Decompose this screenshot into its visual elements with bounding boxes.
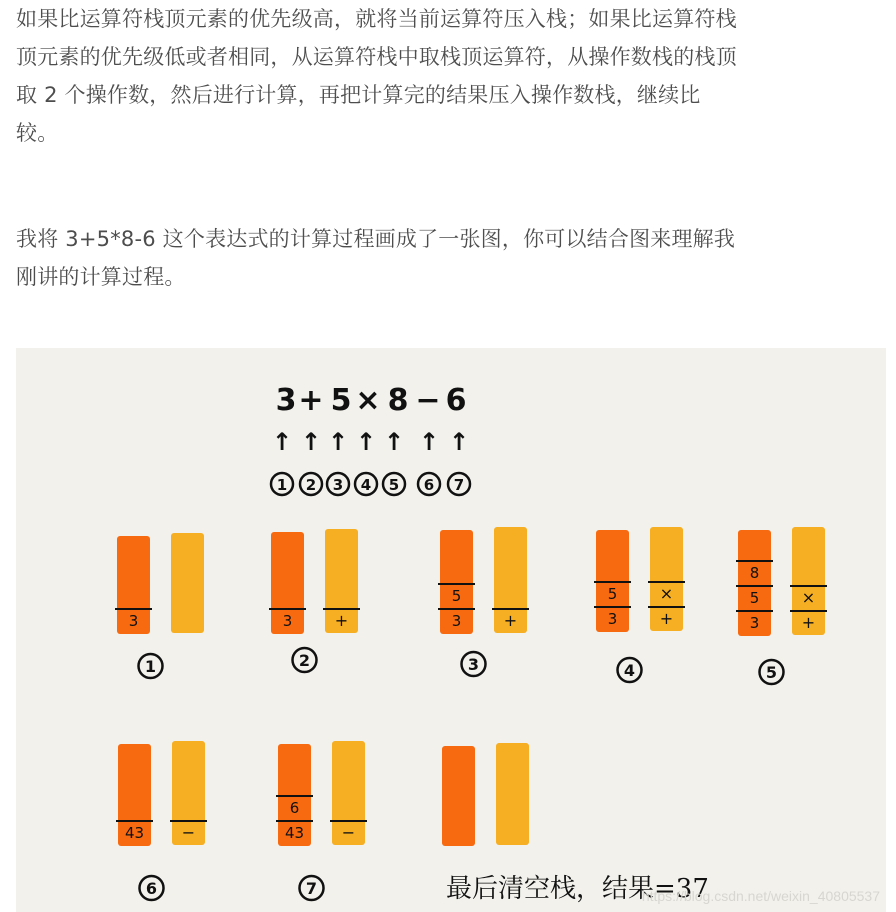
operand-value: 5: [749, 589, 760, 607]
step-number: 4: [360, 476, 372, 494]
operator-value: ×: [801, 588, 816, 607]
figure-canvas: [16, 348, 886, 912]
step-label: 7: [305, 879, 318, 898]
expression-token: 5: [330, 383, 352, 418]
step-number: 6: [423, 476, 435, 494]
operand-value: 3: [451, 612, 462, 630]
step-label: 3: [467, 655, 480, 674]
arrow-up-icon: ↑: [448, 428, 470, 456]
operand-value: 6: [289, 799, 300, 817]
text-line: 我将 3+5*8-6 这个表达式的计算过程画成了一张图，你可以结合图来理解我: [16, 227, 736, 251]
expression-token: 8: [387, 383, 409, 418]
operand-value: 5: [607, 585, 618, 603]
text-line: 刚讲的计算过程。: [16, 265, 186, 289]
step-label: 4: [623, 661, 636, 680]
stack-calculation-figure: [16, 348, 886, 912]
final-result-text: 最后清空栈，结果=37: [446, 874, 709, 904]
operand-value: 3: [607, 610, 618, 628]
operator-value: +: [503, 611, 518, 630]
operand-value: 5: [451, 587, 462, 605]
paragraph-operator-rule: [16, 0, 888, 152]
text-line: 顶元素的优先级低或者相同，从运算符栈中取栈顶运算符，从操作数栈的栈顶: [16, 45, 737, 69]
step-label: 2: [298, 651, 311, 670]
step-number: 7: [453, 476, 465, 494]
step-number: 1: [276, 476, 288, 494]
watermark-text: https://blog.csdn.net/weixin_40805537: [641, 888, 880, 904]
operator-value: +: [659, 609, 674, 628]
operand-value: 3: [282, 612, 293, 630]
operand-value: 3: [128, 612, 139, 630]
operand-value: 43: [124, 824, 145, 842]
operand-value: 3: [749, 614, 760, 632]
operator-stack: [171, 533, 204, 633]
text-line: 如果比运算符栈顶元素的优先级高，就将当前运算符压入栈；如果比运算符栈: [16, 7, 737, 31]
text-line: 较。: [16, 121, 59, 145]
expression-token: 6: [445, 383, 467, 418]
step-number: 5: [388, 476, 400, 494]
step-number: 3: [332, 476, 344, 494]
arrow-up-icon: ↑: [418, 428, 440, 456]
arrow-up-icon: ↑: [271, 428, 293, 456]
operator-value: −: [181, 823, 196, 842]
step-number: 2: [305, 476, 317, 494]
step-label: 5: [765, 663, 778, 682]
expression-token: ×: [355, 383, 381, 418]
expression-token: −: [415, 383, 441, 418]
operand-value: 8: [749, 564, 760, 582]
operand-value: 43: [284, 824, 305, 842]
text-line: 取 2 个操作数，然后进行计算，再把计算完的结果压入操作数栈，继续比: [16, 83, 701, 107]
expression-token: +: [298, 383, 324, 418]
operator-value: −: [341, 823, 356, 842]
arrow-up-icon: ↑: [383, 428, 405, 456]
operator-value: ×: [659, 584, 674, 603]
operand-stack: [442, 746, 475, 846]
expression-token: 3: [275, 383, 297, 418]
operator-value: +: [334, 611, 349, 630]
arrow-up-icon: ↑: [300, 428, 322, 456]
arrow-up-icon: ↑: [327, 428, 349, 456]
step-label: 1: [144, 657, 157, 676]
paragraph-figure-intro: [16, 220, 888, 296]
arrow-up-icon: ↑: [355, 428, 377, 456]
operator-stack: [496, 743, 529, 845]
operator-value: +: [801, 613, 816, 632]
step-label: 6: [145, 879, 158, 898]
